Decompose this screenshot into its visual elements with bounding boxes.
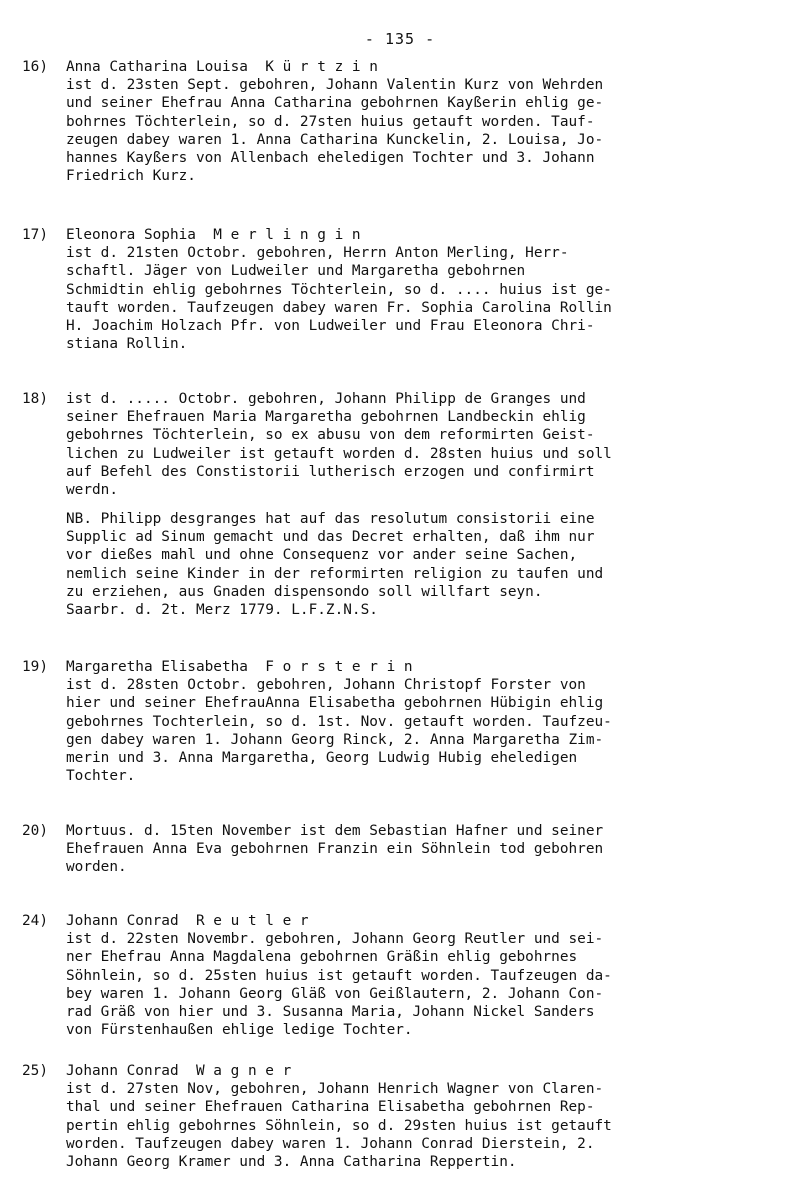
page-number: - 135 - xyxy=(364,30,436,48)
record-number: 24) xyxy=(22,913,48,929)
record-text: ist d. 27sten Nov, gebohren, Johann Henrich Wagner von Claren- thal und seiner Ehefrauen Catharina Elisabetha gebohrnen Rep- pertin ehlig gebohrnes Söhnlein, so d. 29sten huius ist getauft worden. Taufzeugen dabey waren 1. Johann Conrad Dierstein, 2. Johann Georg Kramer und 3. Anna Catharina Reppertin. xyxy=(66,1081,612,1170)
record-name: Johann Conrad R e u t l e r xyxy=(66,913,309,929)
record-number: 16) xyxy=(22,59,48,75)
record-text: ist d. 21sten Octobr. gebohren, Herrn Anton Merling, Herr- schaftl. Jäger von Ludweiler und Margaretha gebohrnen Schmidtin ehlig gebohrnes Töchterlein, so d. .... huius ist ge- tauft worden. Taufzeugen dabey waren Fr. Sophia Carolina Rollin H. Joachim Holzach Pfr. von Ludweiler und Frau Eleonora Chri- stiana Rollin. xyxy=(66,245,612,353)
record-name: Margaretha Elisabetha F o r s t e r i n xyxy=(66,659,413,675)
record-text: ist d. 22sten Novembr. gebohren, Johann Georg Reutler und sei- ner Ehefrau Anna Magdalena gebohrnen Gräßin ehlig gebohrnes Söhnlein, so d. 25sten huius ist getauft worden. Taufzeugen da- bey waren 1. Johann Georg Gläß von Geißlautern, 2. Johann Con- rad Gräß von hier und 3. Susanna Maria, Johann Nickel Sanders von Fürstenhaußen ehlige ledige Tochter. xyxy=(66,931,612,1039)
record-text: ist d. 23sten Sept. gebohren, Johann Valentin Kurz von Wehrden und seiner Ehefrau Anna Catharina gebohrnen Kayßerin ehlig ge- bohrnes Töchterlein, so d. 27sten huius getauft worden. Tauf- zeugen dabey waren 1. Anna Catharina Kunckelin, 2. Louisa, Jo- hannes Kayßers von Allenbach eheledigen Tochter und 3. Johann Friedrich Kurz. xyxy=(66,77,604,185)
record-text: ist d. 28sten Octobr. gebohren, Johann Christopf Forster von hier und seiner EhefrauAnna Elisabetha gebohrnen Hübigin ehlig gebohrnes Tochterlein, so d. 1st. Nov. getauft worden. Taufzeu- gen dabey waren 1. Johann Georg Rinck, 2. Anna Margaretha Zim- merin und 3. Anna Margaretha, Georg Ludwig Hubig eheledigen Tochter. xyxy=(66,677,612,785)
record-text: ist d. ..... Octobr. gebohren, Johann Philipp de Granges und seiner Ehefrauen Maria Margaretha gebohrnen Landbeckin ehlig gebohrnes Töchterlein, so ex abusu von dem reformirten Geist- lichen zu Ludweiler ist getauft worden d. 28sten huius und soll auf Befehl des Constistorii lutherisch erzogen und confirmirt werdn. xyxy=(66,391,612,499)
record-number: 18) xyxy=(22,391,48,407)
record-number: 25) xyxy=(22,1063,48,1079)
record-name: Eleonora Sophia M e r l i n g i n xyxy=(66,227,361,243)
record-number: 19) xyxy=(22,659,48,675)
record-name: Anna Catharina Louisa K ü r t z i n xyxy=(66,59,378,75)
record-number: 20) xyxy=(22,823,48,839)
record-text: Mortuus. d. 15ten November ist dem Sebastian Hafner und seiner Ehefrauen Anna Eva gebohrnen Franzin ein Söhnlein tod gebohren worden. xyxy=(66,823,604,876)
record-number: 17) xyxy=(22,227,48,243)
record-name: Johann Conrad W a g n e r xyxy=(66,1063,292,1079)
record-note: NB. Philipp desgranges hat auf das resolutum consistorii eine Supplic ad Sinum gemacht und das Decret erhalten, daß ihm nur vor dießes mahl und ohne Consequenz vor ander seine Sachen, nemlich seine Kinder in der reformirten religion zu taufen und zu erziehen, aus Gnaden dispensondo soll willfart seyn. Saarbr. d. 2t. Merz 1779. L.F.Z.N.S. xyxy=(66,511,604,619)
